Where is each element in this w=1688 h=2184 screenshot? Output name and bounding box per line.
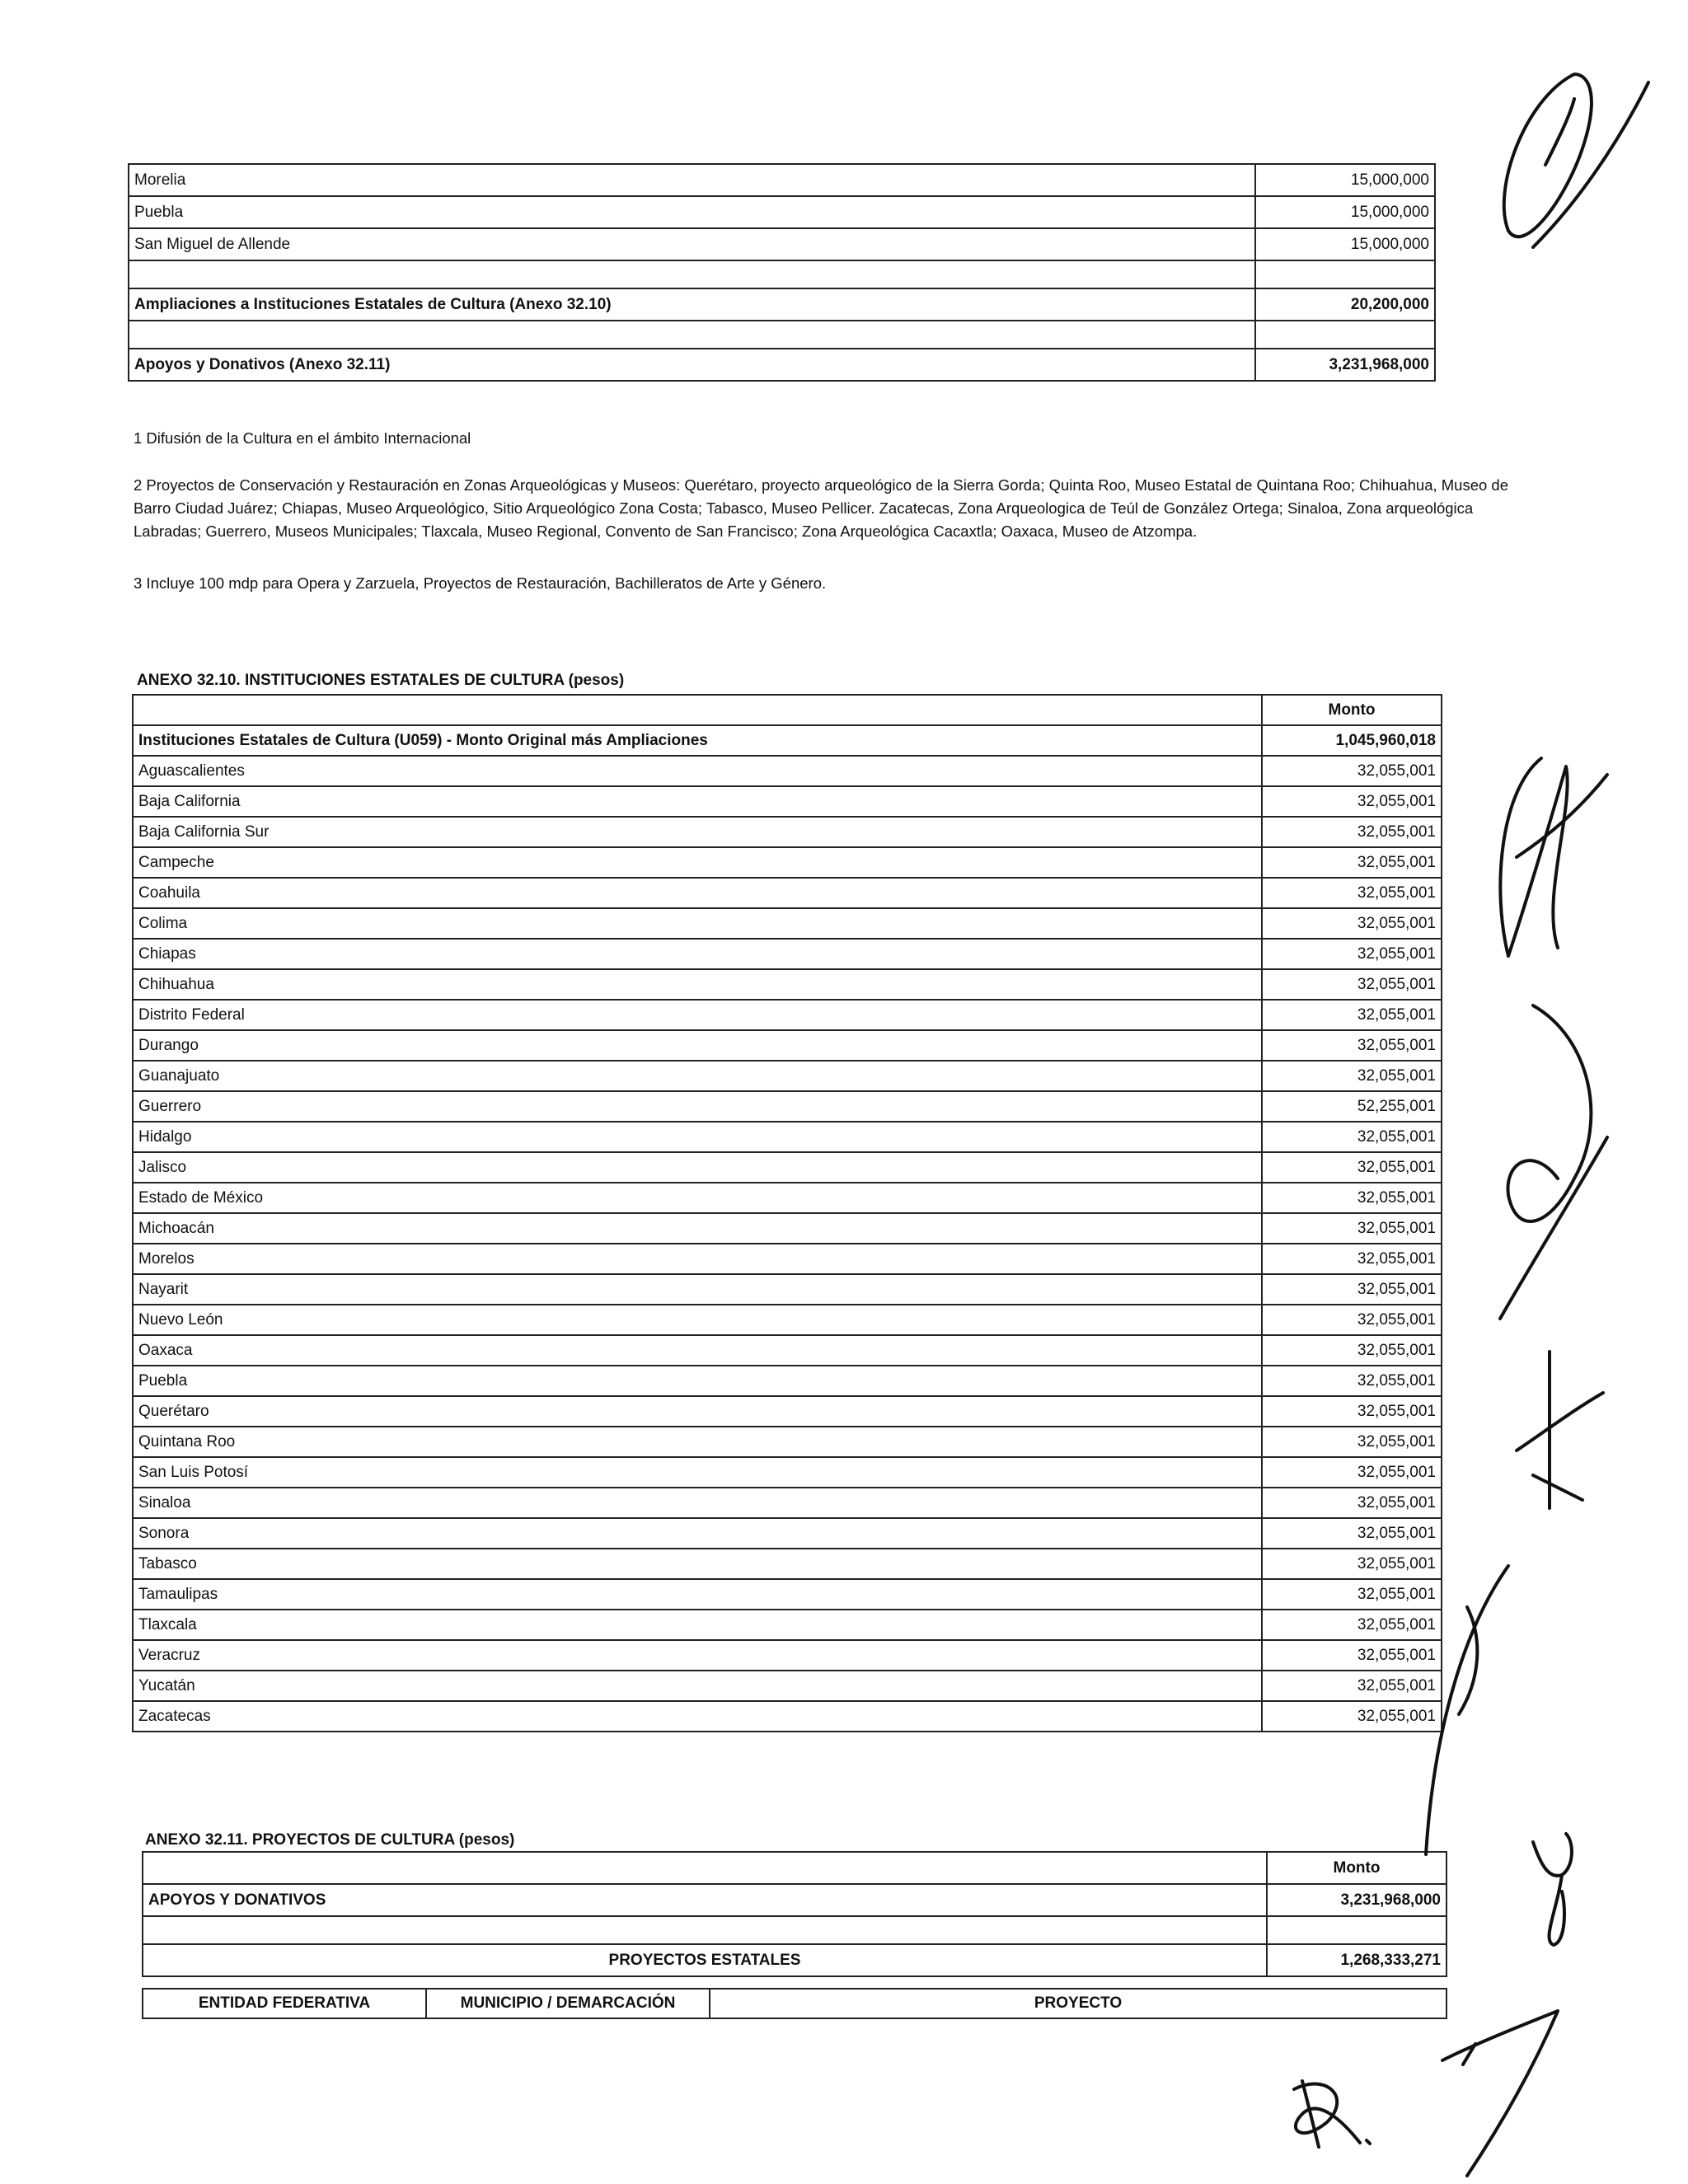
state-amount: 32,055,001 — [1262, 1030, 1442, 1061]
anexo-3211-blank-cell — [1267, 1916, 1447, 1944]
budget-row — [129, 164, 1435, 196]
state-amount: 32,055,001 — [1262, 1640, 1442, 1671]
state-row — [133, 1030, 1442, 1061]
anexo-3210-total-label: Instituciones Estatales de Cultura (U059) - Monto Original más Ampliaciones — [133, 725, 1262, 756]
state-name: Baja California Sur — [133, 817, 1262, 847]
state-amount: 32,055,001 — [1262, 1457, 1442, 1488]
state-name: Distrito Federal — [133, 1000, 1262, 1030]
budget-row-label — [129, 260, 1255, 288]
anexo-3210-header-row — [133, 695, 1442, 725]
state-name: Yucatán — [133, 1671, 1262, 1701]
state-amount: 32,055,001 — [1262, 1061, 1442, 1091]
state-amount: 32,055,001 — [1262, 1366, 1442, 1396]
state-name: Querétaro — [133, 1396, 1262, 1427]
state-name: Guerrero — [133, 1091, 1262, 1122]
signature-initial-5 — [1401, 1558, 1517, 1871]
state-amount: 32,055,001 — [1262, 969, 1442, 1000]
state-row — [133, 939, 1442, 969]
anexo-3211-header-row — [143, 1852, 1447, 1884]
column-header-municipio: MUNICIPIO / DEMARCACIÓN — [426, 1989, 710, 2018]
anexo-3211-blank-row — [143, 1916, 1447, 1944]
anexo-3210-state-rows — [133, 756, 1442, 1732]
state-name: Morelos — [133, 1244, 1262, 1274]
state-amount: 32,055,001 — [1262, 1518, 1442, 1549]
state-amount: 32,055,001 — [1262, 1701, 1442, 1732]
state-name: Guanajuato — [133, 1061, 1262, 1091]
state-amount: 32,055,001 — [1262, 1610, 1442, 1640]
state-row — [133, 1183, 1442, 1213]
state-row — [133, 1122, 1442, 1152]
state-row — [133, 1274, 1442, 1305]
anexo-3211-apoyos-label: APOYOS Y DONATIVOS — [143, 1884, 1267, 1916]
state-row — [133, 878, 1442, 908]
state-amount: 32,055,001 — [1262, 1213, 1442, 1244]
state-name: Sinaloa — [133, 1488, 1262, 1518]
state-row — [133, 847, 1442, 878]
state-name: Jalisco — [133, 1152, 1262, 1183]
state-row — [133, 1366, 1442, 1396]
state-amount: 32,055,001 — [1262, 1488, 1442, 1518]
state-amount: 32,055,001 — [1262, 1335, 1442, 1366]
budget-row — [129, 260, 1435, 288]
budget-row-amount: 15,000,000 — [1255, 164, 1435, 196]
state-name: Baja California — [133, 786, 1262, 817]
budget-row — [129, 228, 1435, 260]
state-row — [133, 1640, 1442, 1671]
budget-row-label: Apoyos y Donativos (Anexo 32.11) — [129, 349, 1255, 381]
footnote-2-line-3: Labradas; Guerrero, Museos Municipales; Tlaxcala, Museo Regional, Convento de San Francisco; Zona Arqueológica Cacaxtla; Oaxaca, Museo de Atzompa. — [134, 523, 1198, 540]
anexo-3210-title: ANEXO 32.10. INSTITUCIONES ESTATALES DE CULTURA (pesos) — [137, 672, 625, 689]
budget-row-label — [129, 321, 1255, 349]
state-amount: 32,055,001 — [1262, 1427, 1442, 1457]
state-name: Aguascalientes — [133, 756, 1262, 786]
anexo-3211-column-headers — [142, 1988, 1447, 2019]
state-amount: 32,055,001 — [1262, 1274, 1442, 1305]
state-amount: 32,055,001 — [1262, 1244, 1442, 1274]
footnote-2-line-1: 2 Proyectos de Conservación y Restauración en Zonas Arqueológicas y Museos: Querétaro, proyecto arqueológico de la Sierra Gorda; Quinta Roo, Museo Estatal de Quintana Roo; Chihuahua, Museo de — [134, 476, 1509, 494]
state-row — [133, 908, 1442, 939]
state-row — [133, 1335, 1442, 1366]
budget-row — [129, 321, 1435, 349]
footnote-1: 1 Difusión de la Cultura en el ámbito Internacional — [134, 429, 471, 447]
anexo-3210-header-monto: Monto — [1262, 695, 1442, 725]
state-amount: 32,055,001 — [1262, 1671, 1442, 1701]
state-name: Michoacán — [133, 1213, 1262, 1244]
state-row — [133, 1000, 1442, 1030]
budget-continuation-table — [128, 163, 1436, 382]
state-amount: 32,055,001 — [1262, 1000, 1442, 1030]
state-name: Colima — [133, 908, 1262, 939]
column-header-proyecto: PROYECTO — [710, 1989, 1447, 2018]
state-row — [133, 1518, 1442, 1549]
budget-row-amount — [1255, 321, 1435, 349]
state-amount: 32,055,001 — [1262, 1183, 1442, 1213]
budget-row — [129, 288, 1435, 321]
state-name: Oaxaca — [133, 1335, 1262, 1366]
state-amount: 32,055,001 — [1262, 756, 1442, 786]
state-name: Estado de México — [133, 1183, 1262, 1213]
anexo-3211-header-monto: Monto — [1267, 1852, 1447, 1884]
state-name: Tlaxcala — [133, 1610, 1262, 1640]
state-row — [133, 1488, 1442, 1518]
state-name: Tabasco — [133, 1549, 1262, 1579]
anexo-3211-header-blank — [143, 1852, 1267, 1884]
state-row — [133, 786, 1442, 817]
anexo-3211-column-header-row — [143, 1989, 1447, 2018]
signature-initial-7 — [1269, 2064, 1376, 2155]
signature-initial-2 — [1484, 742, 1615, 989]
state-amount: 32,055,001 — [1262, 939, 1442, 969]
state-row — [133, 1091, 1442, 1122]
state-amount: 32,055,001 — [1262, 908, 1442, 939]
state-amount: 32,055,001 — [1262, 786, 1442, 817]
signature-initial-8 — [1426, 1994, 1566, 2184]
state-row — [133, 1579, 1442, 1610]
column-header-entidad: ENTIDAD FEDERATIVA — [143, 1989, 426, 2018]
state-amount: 52,255,001 — [1262, 1091, 1442, 1122]
state-row — [133, 817, 1442, 847]
budget-row-label: Morelia — [129, 164, 1255, 196]
footnote-2-line-2: Barro Ciudad Juárez; Chiapas, Museo Arqueológico, Sitio Arqueológico Zona Costa; Tabasco, Museo Pellicer. Zacatecas, Zona Arqueologica de Teúl de González Ortega; Sinaloa, Zona arqueológica — [134, 499, 1474, 517]
anexo-3211-apoyos-row — [143, 1884, 1447, 1916]
state-row — [133, 1610, 1442, 1640]
state-name: Veracruz — [133, 1640, 1262, 1671]
state-row — [133, 1457, 1442, 1488]
state-row — [133, 969, 1442, 1000]
state-row — [133, 756, 1442, 786]
budget-row-label: Ampliaciones a Instituciones Estatales de Cultura (Anexo 32.10) — [129, 288, 1255, 321]
state-name: Durango — [133, 1030, 1262, 1061]
state-amount: 32,055,001 — [1262, 1122, 1442, 1152]
anexo-3210-total-row — [133, 725, 1442, 756]
budget-row-amount: 20,200,000 — [1255, 288, 1435, 321]
footnote-3: 3 Incluye 100 mdp para Opera y Zarzuela, Proyectos de Restauración, Bachilleratos de Arte y Género. — [134, 574, 827, 592]
anexo-3211-blank-cell — [143, 1916, 1267, 1944]
state-amount: 32,055,001 — [1262, 817, 1442, 847]
budget-continuation-body — [129, 164, 1435, 381]
state-name: Zacatecas — [133, 1701, 1262, 1732]
anexo-3210-table — [132, 694, 1442, 1732]
state-row — [133, 1549, 1442, 1579]
state-name: Chihuahua — [133, 969, 1262, 1000]
anexo-3211-title: ANEXO 32.11. PROYECTOS DE CULTURA (pesos) — [145, 1831, 515, 1849]
state-row — [133, 1061, 1442, 1091]
anexo-3211-apoyos-value: 3,231,968,000 — [1267, 1884, 1447, 1916]
anexo-3211-table — [142, 1851, 1447, 1977]
state-name: Coahuila — [133, 878, 1262, 908]
signature-initial-3 — [1484, 989, 1615, 1335]
state-row — [133, 1427, 1442, 1457]
budget-row-label: Puebla — [129, 196, 1255, 228]
state-name: Hidalgo — [133, 1122, 1262, 1152]
state-row — [133, 1671, 1442, 1701]
signature-initial-4 — [1500, 1343, 1615, 1516]
state-name: Puebla — [133, 1366, 1262, 1396]
state-amount: 32,055,001 — [1262, 1549, 1442, 1579]
state-row — [133, 1305, 1442, 1335]
state-row — [133, 1213, 1442, 1244]
anexo-3211-proyectos-value: 1,268,333,271 — [1267, 1944, 1447, 1976]
anexo-3210-total-value: 1,045,960,018 — [1262, 725, 1442, 756]
state-amount: 32,055,001 — [1262, 1305, 1442, 1335]
state-amount: 32,055,001 — [1262, 878, 1442, 908]
state-row — [133, 1244, 1442, 1274]
state-row — [133, 1396, 1442, 1427]
state-row — [133, 1701, 1442, 1732]
state-name: Nayarit — [133, 1274, 1262, 1305]
state-name: Quintana Roo — [133, 1427, 1262, 1457]
state-name: Sonora — [133, 1518, 1262, 1549]
budget-row-amount: 15,000,000 — [1255, 228, 1435, 260]
budget-row-amount — [1255, 260, 1435, 288]
state-name: Campeche — [133, 847, 1262, 878]
budget-row-label: San Miguel de Allende — [129, 228, 1255, 260]
anexo-3211-proyectos-label: PROYECTOS ESTATALES — [143, 1944, 1267, 1976]
budget-row — [129, 196, 1435, 228]
budget-row — [129, 349, 1435, 381]
budget-row-amount: 3,231,968,000 — [1255, 349, 1435, 381]
state-amount: 32,055,001 — [1262, 1579, 1442, 1610]
anexo-3210-header-blank — [133, 695, 1262, 725]
state-row — [133, 1152, 1442, 1183]
anexo-3211-proyectos-row — [143, 1944, 1447, 1976]
state-name: Tamaulipas — [133, 1579, 1262, 1610]
state-name: Nuevo León — [133, 1305, 1262, 1335]
state-name: Chiapas — [133, 939, 1262, 969]
state-name: San Luis Potosí — [133, 1457, 1262, 1488]
signature-initial-1 — [1475, 49, 1665, 264]
budget-row-amount: 15,000,000 — [1255, 196, 1435, 228]
state-amount: 32,055,001 — [1262, 1396, 1442, 1427]
state-amount: 32,055,001 — [1262, 847, 1442, 878]
state-amount: 32,055,001 — [1262, 1152, 1442, 1183]
signature-initial-6 — [1517, 1817, 1591, 1957]
